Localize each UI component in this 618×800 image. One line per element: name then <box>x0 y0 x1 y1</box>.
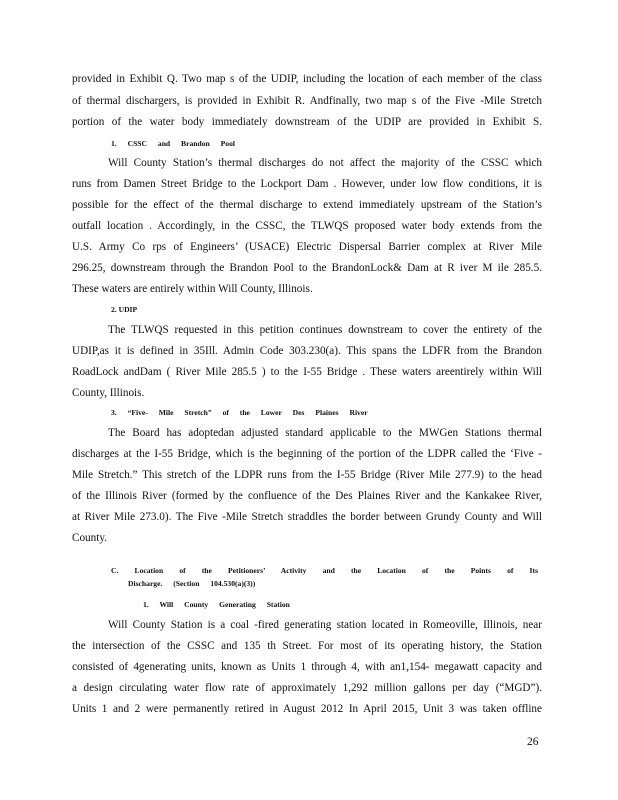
body-text-line: The TLWQS requested in this petition continues downstream to cover the entirety of the <box>108 324 542 336</box>
body-text-line: discharges at the I-55 Bridge, which is the beginning of the portion of the LDPR called the ‘Five - <box>72 448 542 460</box>
body-text-line: County, Illinois. <box>72 387 145 399</box>
body-text-line: a design circulating water flow rate of approximately 1,292 million gallons per day (“MGD”). <box>72 682 542 694</box>
body-text-line: Units 1 and 2 were permanently retired in August 2012 In April 2015, Unit 3 was taken offline <box>72 703 542 715</box>
body-text-line: These waters are entirely within Will County, Illinois. <box>72 283 313 295</box>
body-text-line: at River Mile 273.0). The Five -Mile Stretch straddles the border between Grundy County and Will <box>72 511 542 523</box>
body-text-line: Will County Station is a coal -fired generating station located in Romeoville, Illinois, near <box>108 619 542 631</box>
section-heading-udip: 2. UDIP <box>111 305 138 314</box>
page-number: 26 <box>527 736 539 748</box>
body-text-line: U.S. Army Co rps of Engineers’ (USACE) Electric Dispersal Barrier complex at River Mile <box>72 241 542 253</box>
section-heading-c-continued: Discharge. (Section 104.530(a)(3)) <box>128 579 256 588</box>
body-text-line: The Board has adoptedan adjusted standard applicable to the MWGen Stations thermal <box>108 427 542 439</box>
section-heading-c: C. Location of the Petitioners’ Activity and the Location of the Points of Its <box>111 566 538 575</box>
body-text-line: provided in Exhibit Q. Two map s of the UDIP, including the location of each member of the class <box>72 73 542 85</box>
body-text-line: RoadLock andDam ( River Mile 285.5 ) to the I-55 Bridge . These waters areentirely within Will <box>72 366 542 378</box>
section-heading-cssc: 1. CSSC and Brandon Pool <box>111 139 235 148</box>
body-text-line: Will County Station’s thermal discharges do not affect the majority of the CSSC which <box>108 157 542 169</box>
body-text-line: Mile Stretch.” This stretch of the LDPR runs from the I-55 Bridge (River Mile 277.9) to the head <box>72 469 542 481</box>
body-text-line: consisted of 4generating units, known as Units 1 through 4, with an1,154- megawatt capacity and <box>72 661 542 673</box>
section-heading-will-county: 1. Will County Generating Station <box>143 600 290 609</box>
body-text-line: runs from Damen Street Bridge to the Lockport Dam . However, under low flow conditions, it is <box>72 178 542 190</box>
body-text-line: portion of the water body immediately downstream of the UDIP are provided in Exhibit S. <box>72 116 542 128</box>
body-text-line: of thermal dischargers, is provided in Exhibit R. Andfinally, two map s of the Five -Mile Stretch <box>72 95 542 107</box>
body-text-line: 296.25, downstream through the Brandon Pool to the BrandonLock& Dam at R iver M ile 285.5. <box>72 262 542 274</box>
body-text-line: possible for the effect of the thermal discharge to extend immediately upstream of the Station’s <box>72 199 542 211</box>
body-text-line: of the Illinois River (formed by the confluence of the Des Plaines River and the Kankakee River, <box>72 490 542 502</box>
body-text-line: the intersection of the CSSC and 135 th Street. For most of its operating history, the Station <box>72 640 542 652</box>
body-text-line: UDIP,as it is defined in 35Ill. Admin Code 303.230(a). This spans the LDFR from the Brandon <box>72 345 542 357</box>
body-text-line: County. <box>72 532 108 544</box>
section-heading-five-mile-stretch: 3. “Five- Mile Stretch” of the Lower Des Plaines River <box>111 408 368 417</box>
body-text-line: outfall location . Accordingly, in the CSSC, the TLWQS proposed water body extends from the <box>72 220 542 232</box>
